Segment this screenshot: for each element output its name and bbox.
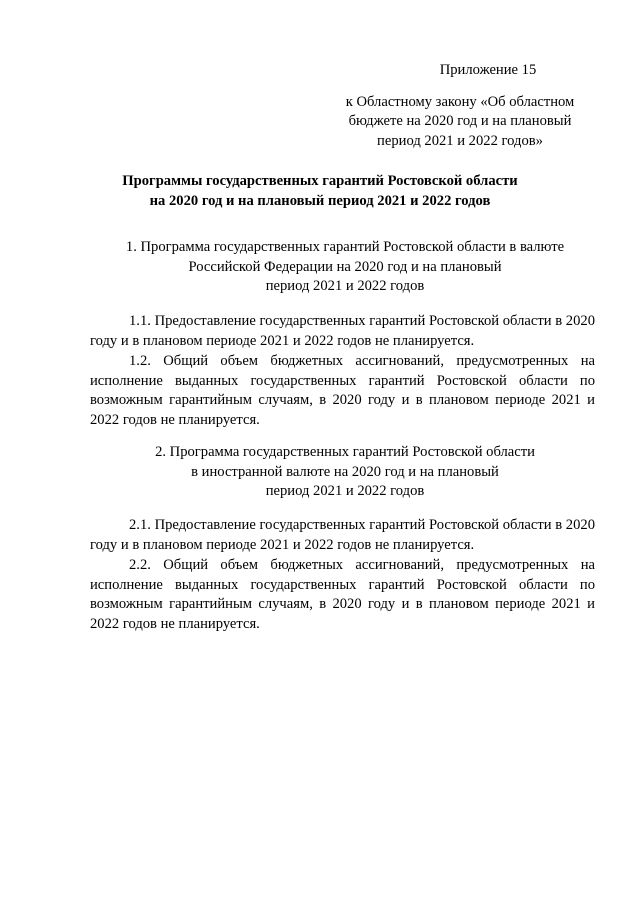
section-2-heading-line: в иностранной валюте на 2020 год и на плановый xyxy=(191,463,499,480)
section-2-paragraph-1 xyxy=(90,516,595,555)
appendix-block xyxy=(337,61,583,151)
section-2-heading-line: период 2021 и 2022 годов xyxy=(265,483,425,499)
paragraph-text: 1.1. Предоставление государственных гарантий Ростовской области в 2020 году и в плановом периоде 2021 и 2022 годов не планируется. xyxy=(90,313,595,349)
appendix-line: бюджете на 2020 год и на плановый xyxy=(348,113,572,129)
section-2-paragraph-2 xyxy=(90,556,595,634)
section-1-heading-line: период 2021 и 2022 годов xyxy=(265,278,425,294)
section-2-heading-line: 2. Программа государственных гарантий Ростовской области xyxy=(155,444,535,460)
section-1-heading-line: Российской Федерации на 2020 год и на плановый xyxy=(188,258,502,275)
title-line: на 2020 год и на плановый период 2021 и 2022 годов xyxy=(149,193,491,209)
section-1-heading xyxy=(95,238,595,297)
title-line: Программы государственных гарантий Ростовской области xyxy=(122,173,518,189)
section-1-paragraph-1 xyxy=(90,312,595,351)
section-2-heading xyxy=(95,443,595,502)
paragraph-text: 1.2. Общий объем бюджетных ассигнований, предусмотренных на исполнение выданных государственных гарантий Ростовской области по возможным гарантийным случаям, в 2020 году и в плановом периоде 2021 и 2022 годов не планируется. xyxy=(90,353,595,428)
section-1-heading-line: 1. Программа государственных гарантий Ростовской области в валюте xyxy=(125,239,565,255)
paragraph-text: 2.2. Общий объем бюджетных ассигнований, предусмотренных на исполнение выданных государственных гарантий Ростовской области по возможным гарантийным случаям, в 2020 году и в плановом периоде 2021 и 2022 годов не планируется. xyxy=(90,557,595,632)
paragraph-text: 2.1. Предоставление государственных гарантий Ростовской области в 2020 году и в плановом периоде 2021 и 2022 годов не планируется. xyxy=(90,517,595,553)
appendix-number: Приложение 15 xyxy=(439,62,537,78)
appendix-line: период 2021 и 2022 годов» xyxy=(377,132,543,149)
document-title xyxy=(60,171,580,211)
appendix-line: к Областному закону «Об областном xyxy=(345,93,575,110)
section-1-paragraph-2 xyxy=(90,352,595,430)
